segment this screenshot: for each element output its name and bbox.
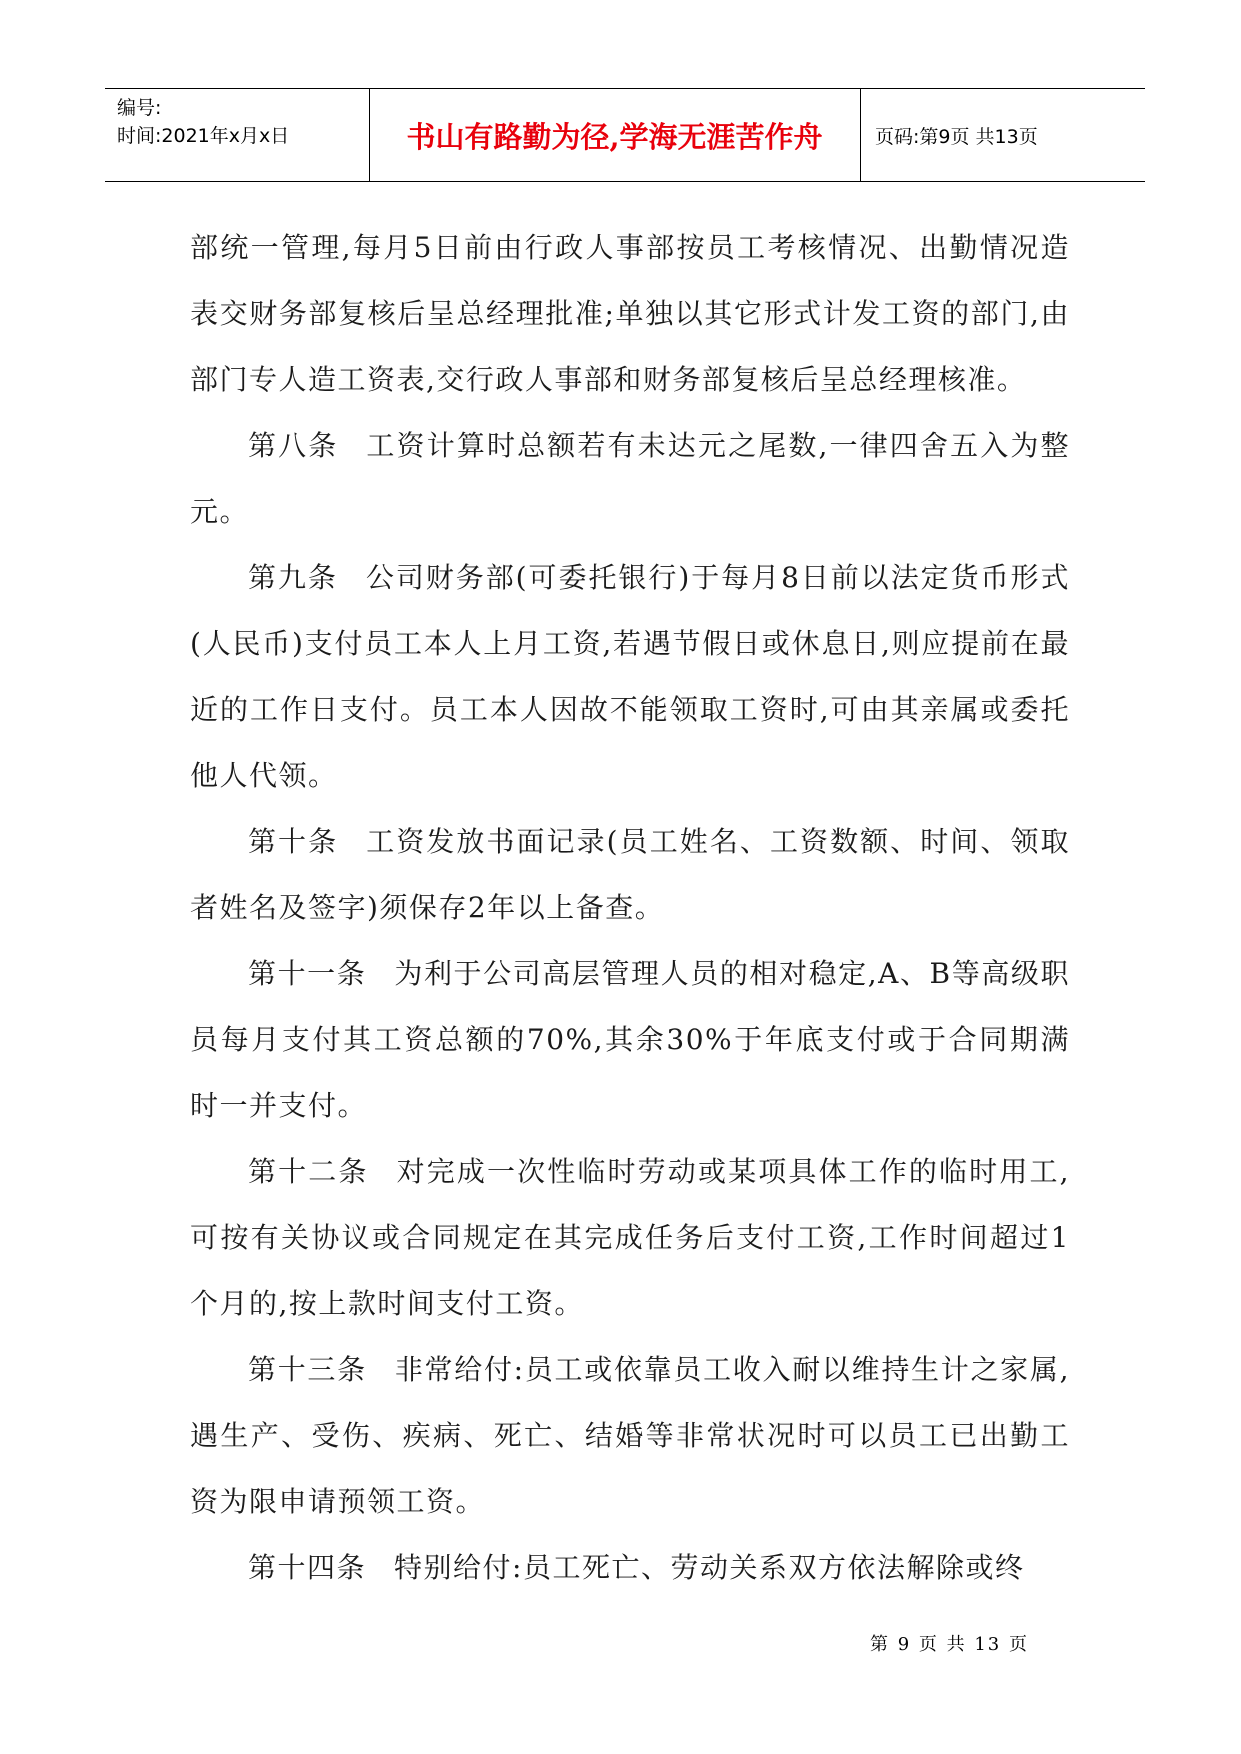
article-paragraph xyxy=(190,809,1070,941)
header-page-code: 页码:第9页 共13页 xyxy=(875,125,1038,148)
article-text: 工资计算时总额若有未达元之尾数,一律四舍五入为整元。 xyxy=(190,429,1070,528)
article-paragraph xyxy=(190,941,1070,1139)
article-text: 对完成一次性临时劳动或某项具体工作的临时用工,可按有关协议或合同规定在其完成任务后支付工资,工作时间超过1个月的,按上款时间支付工资。 xyxy=(190,1155,1070,1320)
time-label: 时间:2021年x月x日 xyxy=(117,125,290,147)
page-header xyxy=(105,88,1145,182)
header-meta xyxy=(117,94,289,150)
serial-label: 编号: xyxy=(117,97,162,119)
article-heading: 第十一条 xyxy=(248,957,367,990)
article-heading: 第十四条 xyxy=(248,1551,367,1584)
header-motto: 书山有路勤为径,学海无涯苦作舟 xyxy=(406,119,823,154)
article-paragraph xyxy=(190,413,1070,545)
paragraph xyxy=(190,215,1070,413)
article-text: 工资发放书面记录(员工姓名、工资数额、时间、领取者姓名及签字)须保存2年以上备查。 xyxy=(190,825,1070,924)
article-heading: 第十条 xyxy=(248,825,339,858)
article-text: 公司财务部(可委托银行)于每月8日前以法定货币形式(人民币)支付员工本人上月工资,若遇节假日或休息日,则应提前在最近的工作日支付。员工本人因故不能领取工资时,可由其亲属或委托他人代领。 xyxy=(190,561,1070,792)
article-paragraph xyxy=(190,1535,1070,1601)
paragraph-text: 部统一管理,每月5日前由行政人事部按员工考核情况、出勤情况造表交财务部复核后呈总经理批准;单独以其它形式计发工资的部门,由部门专人造工资表,交行政人事部和财务部复核后呈总经理核准。 xyxy=(190,231,1070,396)
article-heading: 第八条 xyxy=(248,429,339,462)
article-paragraph xyxy=(190,545,1070,809)
article-paragraph xyxy=(190,1139,1070,1337)
article-text: 非常给付:员工或依靠员工收入耐以维持生计之家属,遇生产、受伤、疾病、死亡、结婚等非常状况时可以员工已出勤工资为限申请预领工资。 xyxy=(190,1353,1070,1518)
article-heading: 第九条 xyxy=(248,561,338,594)
document-body xyxy=(190,215,1070,1601)
header-divider xyxy=(860,89,861,181)
article-text: 为利于公司高层管理人员的相对稳定,A、B等高级职员每月支付其工资总额的70%,其余30%于年底支付或于合同期满时一并支付。 xyxy=(190,957,1070,1122)
article-heading: 第十三条 xyxy=(248,1353,367,1386)
article-paragraph xyxy=(190,1337,1070,1535)
article-text: 特别给付:员工死亡、劳动关系双方依法解除或终 xyxy=(394,1551,1025,1584)
page-footer: 第 9 页 共 13 页 xyxy=(870,1634,1029,1655)
article-heading: 第十二条 xyxy=(248,1155,369,1188)
